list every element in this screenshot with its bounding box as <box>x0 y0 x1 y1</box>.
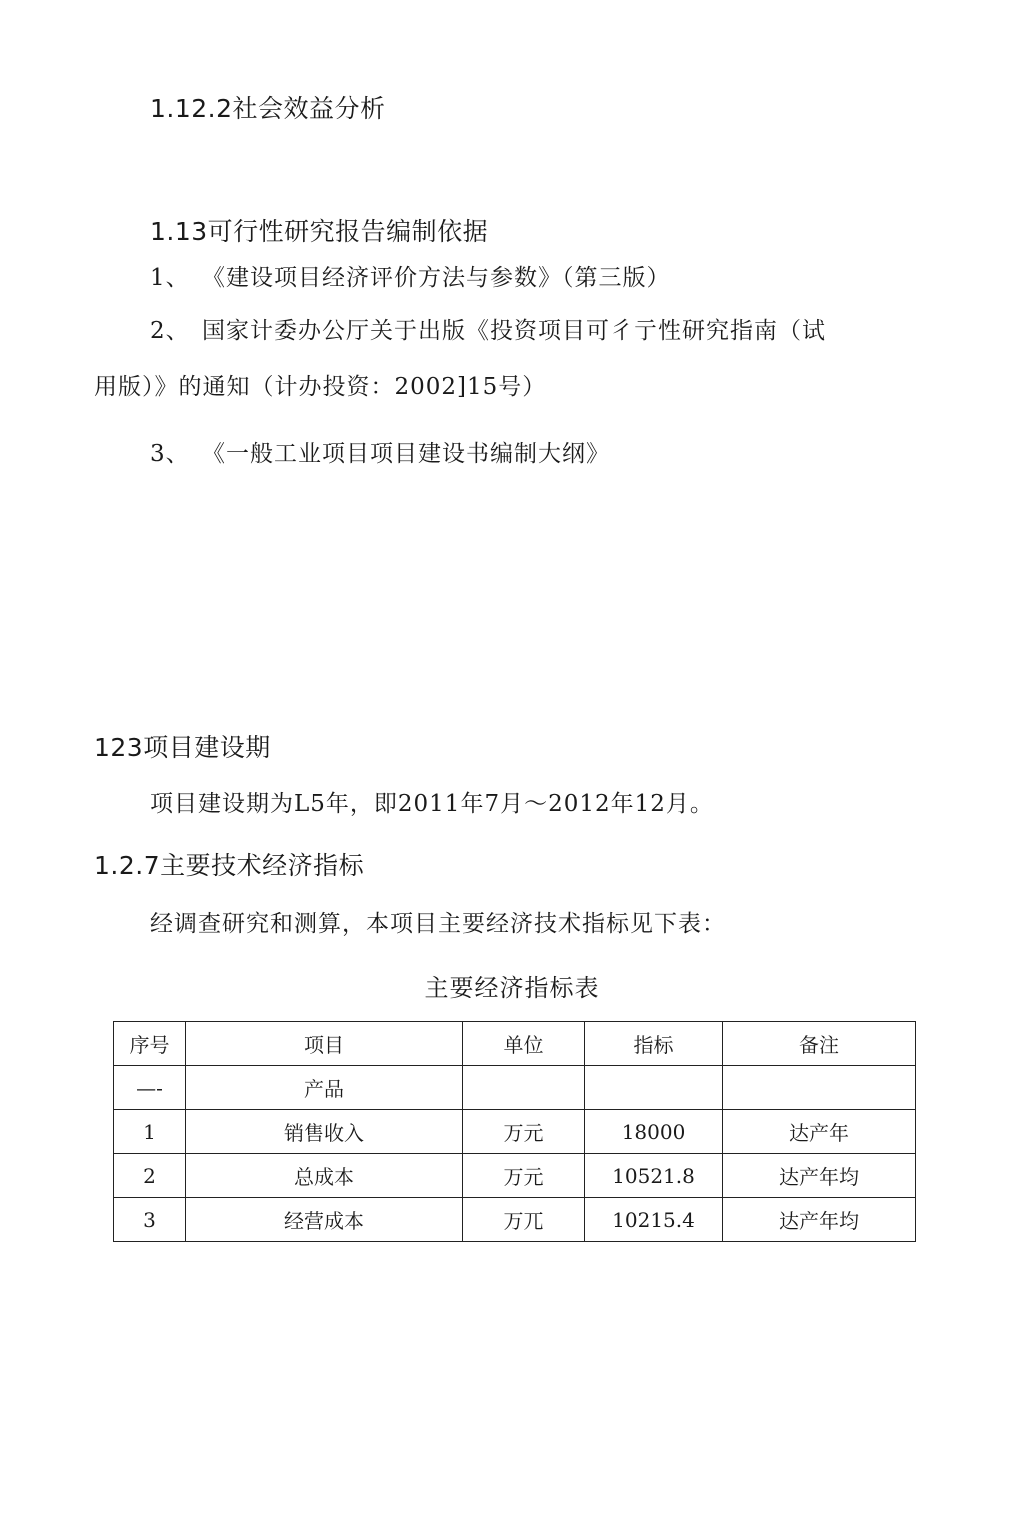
heading-1-13: 1.13可行性研究报告编制依据 <box>150 217 489 246</box>
list-item <box>150 267 671 290</box>
header-cell-indicator: 指标 <box>585 1022 723 1066</box>
header-cell-seq: 序号 <box>114 1022 186 1066</box>
construction-period-text: 项目建设期为L5年，即2011年7月～2012年12月。 <box>150 791 714 817</box>
list-item-text: 《一般工业项目项目建设书编制大纲》 <box>202 441 610 467</box>
header-cell-remark: 备注 <box>723 1022 916 1066</box>
list-item-number: 3、 <box>150 441 190 467</box>
table-cell: 总成本 <box>186 1154 463 1198</box>
table-cell <box>585 1066 723 1110</box>
list-item-number: 2、 <box>150 318 190 344</box>
table-header-row <box>114 1022 916 1066</box>
list-item-text: 《建设项目经济评价方法与参数》（第三版） <box>202 265 671 291</box>
table-cell: 经营成本 <box>186 1198 463 1242</box>
list-item-number: 1、 <box>150 265 190 291</box>
table-cell: 2 <box>114 1154 186 1198</box>
header-cell-item: 项目 <box>186 1022 463 1066</box>
table-cell: 10521.8 <box>585 1154 723 1198</box>
table-cell: 1 <box>114 1110 186 1154</box>
table-cell: 达产年 <box>723 1110 916 1154</box>
list-item <box>150 443 610 466</box>
table-cell: 达产年均 <box>723 1154 916 1198</box>
table-row <box>114 1110 916 1154</box>
table-cell: 达产年均 <box>723 1198 916 1242</box>
header-cell-unit: 单位 <box>463 1022 585 1066</box>
table-cell: —- <box>114 1066 186 1110</box>
table-cell: 万元 <box>463 1110 585 1154</box>
table-cell: 万元 <box>463 1154 585 1198</box>
heading-1-12-2: 1.12.2社会效益分析 <box>150 94 386 123</box>
table-cell: 销售收入 <box>186 1110 463 1154</box>
table-cell: 3 <box>114 1198 186 1242</box>
table-cell: 18000 <box>585 1110 723 1154</box>
list-item <box>150 320 826 343</box>
table-row <box>114 1066 916 1110</box>
heading-1-2-7: 1.2.7主要技术经济指标 <box>94 851 365 880</box>
table-cell <box>723 1066 916 1110</box>
list-item-continuation: 用版）》的通知（计办投资：2002]15号） <box>94 374 547 400</box>
table-cell: 产品 <box>186 1066 463 1110</box>
table-cell: 万兀 <box>463 1198 585 1242</box>
indicators-intro-text: 经调查研究和测算，本项目主要经济技术指标见下表： <box>150 911 726 937</box>
table-cell <box>463 1066 585 1110</box>
list-item-text: 国家计委办公厅关于出版《投资项目可彳亍性研究指南（试 <box>202 318 826 344</box>
heading-1-2-3: 123项目建设期 <box>94 733 271 762</box>
table-caption: 主要经济指标表 <box>424 974 600 1002</box>
economic-indicators-table <box>113 1021 916 1242</box>
table-row <box>114 1154 916 1198</box>
table-cell: 10215.4 <box>585 1198 723 1242</box>
table-row <box>114 1198 916 1242</box>
